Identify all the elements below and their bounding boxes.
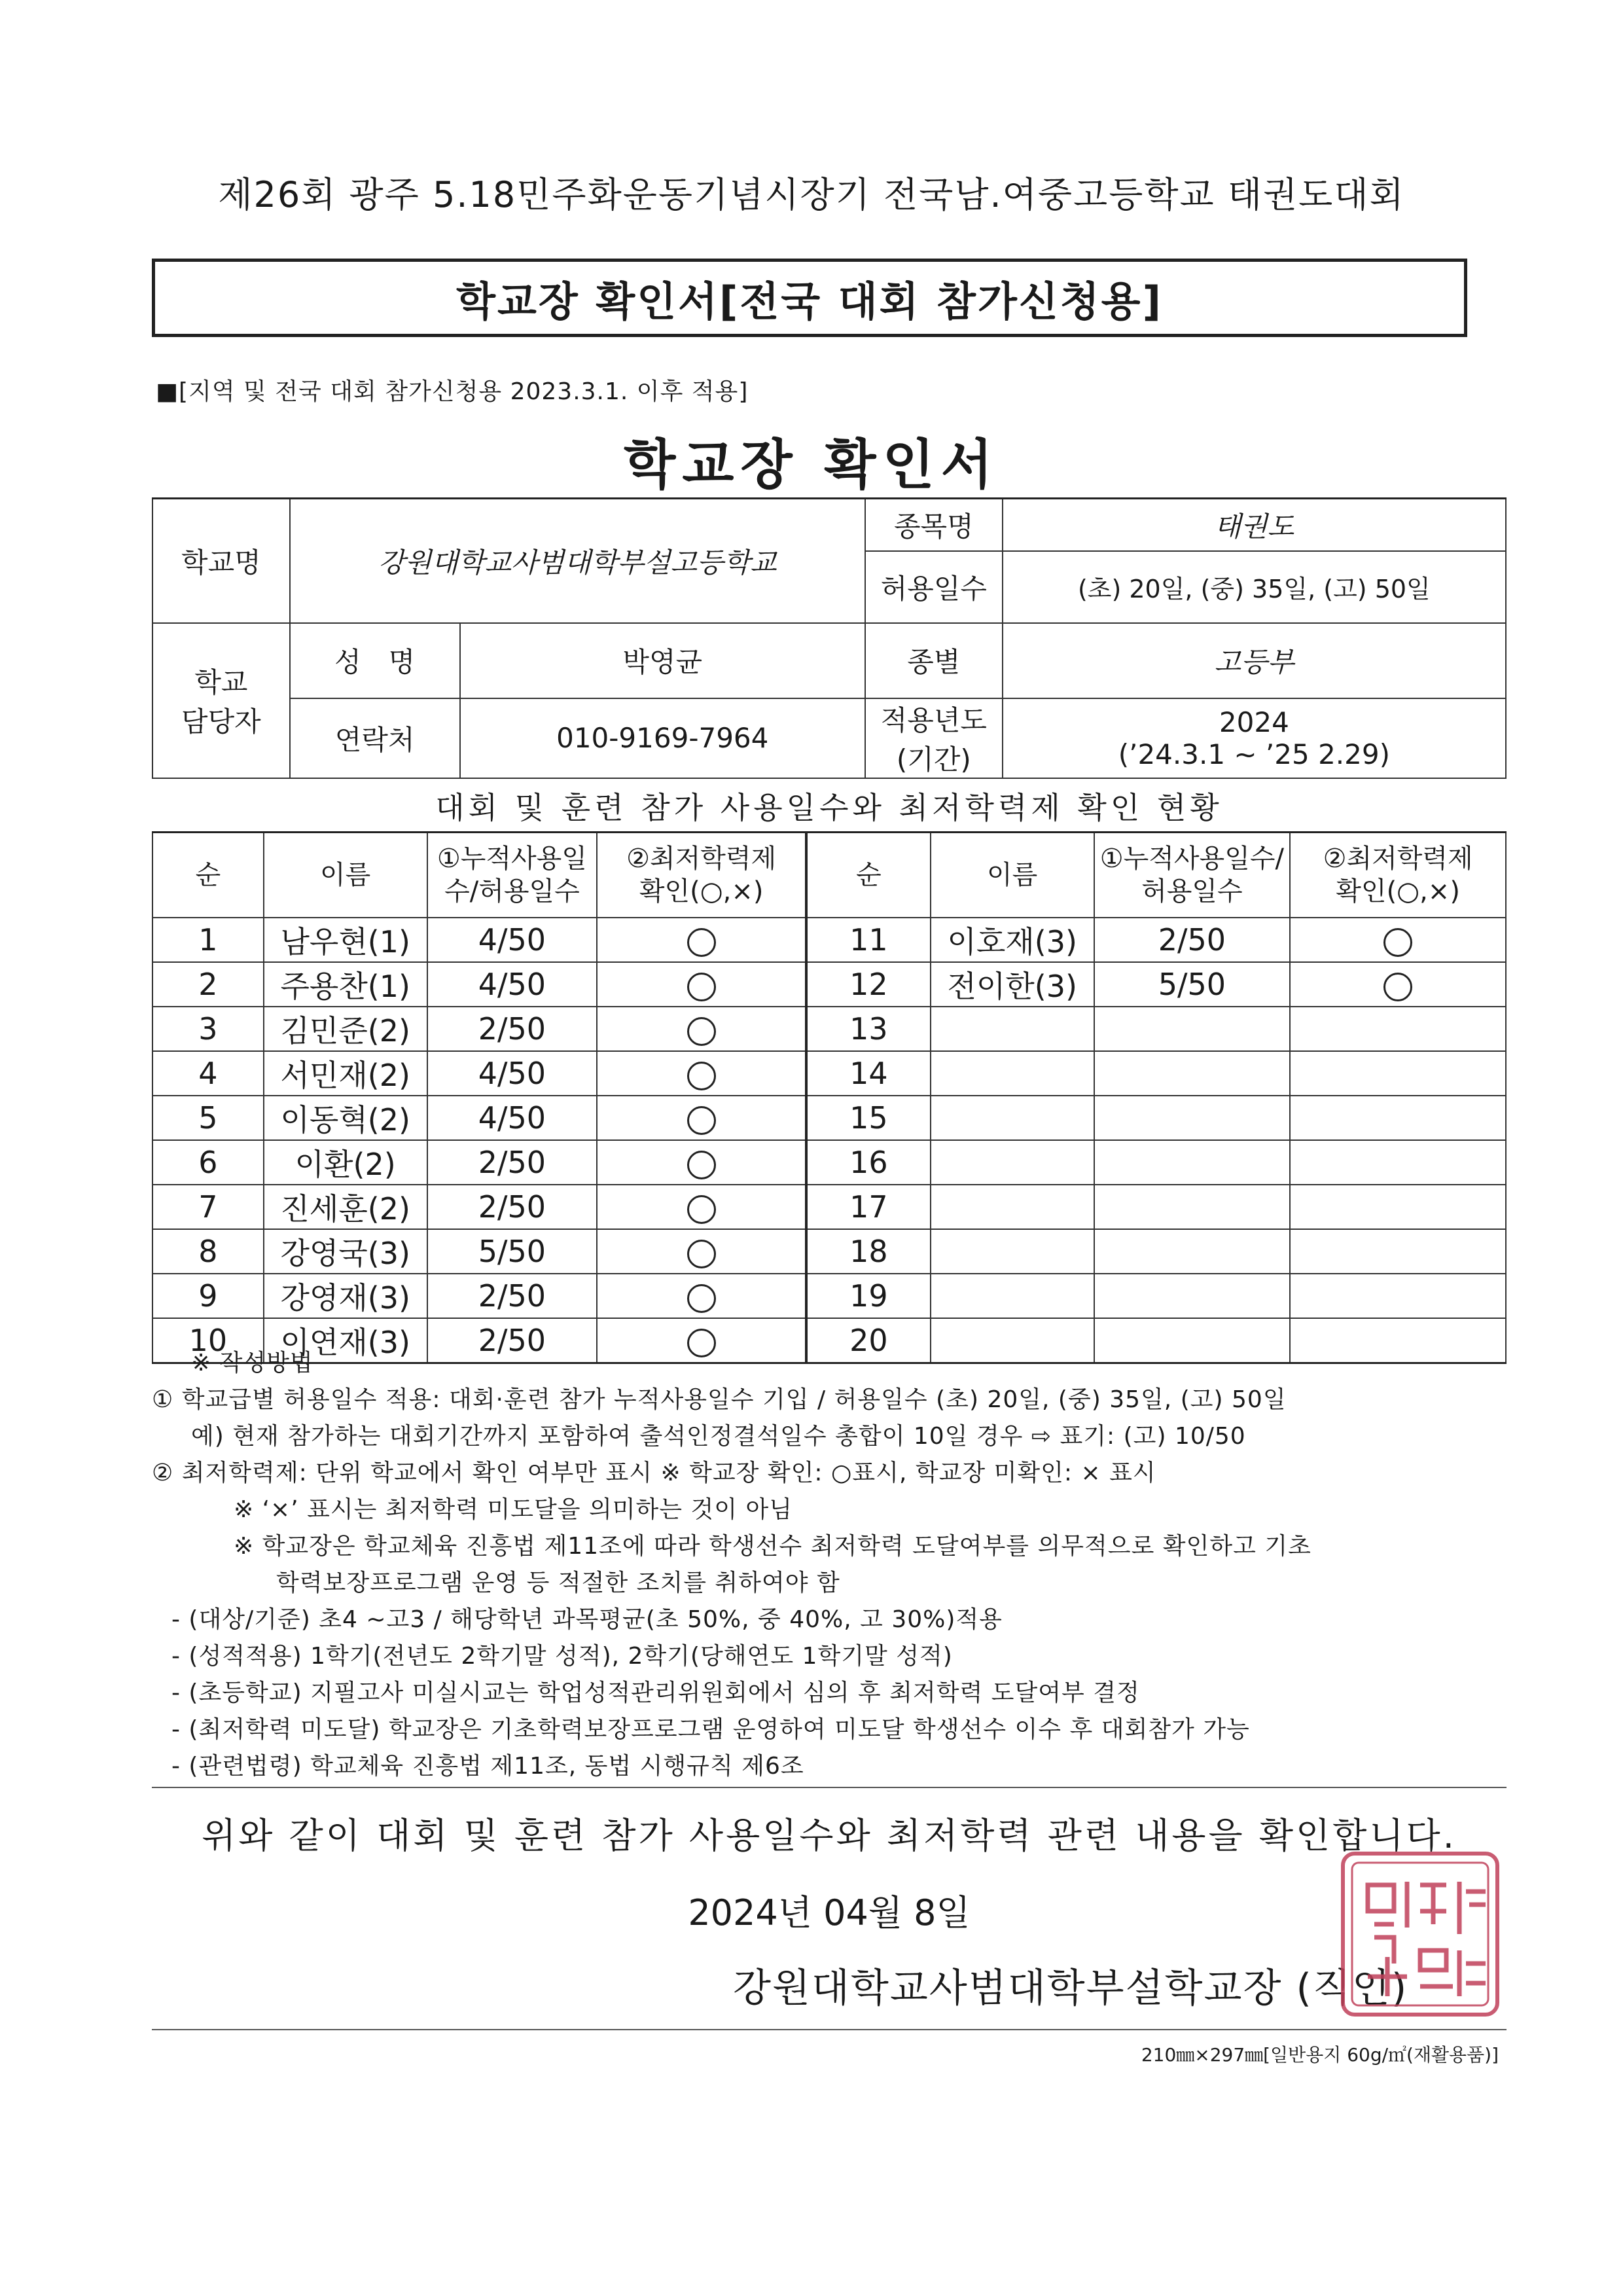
row-number: 14 [806, 1051, 931, 1096]
divider-bottom [152, 2029, 1507, 2030]
header-minimum-right-line1: ②최저학력제 [1323, 844, 1473, 874]
confirmed-circle-icon [1383, 928, 1412, 957]
used-days: 2/50 [427, 1318, 597, 1363]
used-days [1094, 1185, 1291, 1229]
used-days: 5/50 [1094, 962, 1291, 1007]
form-title: 학교장 확인서[전국 대회 참가신청용] [456, 277, 1163, 325]
minimum-check-cell [597, 1096, 806, 1140]
phone-label: 연락처 [290, 698, 460, 778]
table-row [152, 962, 1506, 1007]
used-days [1094, 1274, 1291, 1318]
event-title: 제26회 광주 5.18민주화운동기념시장기 전국남.여중고등학교 태권도대회 [218, 174, 1405, 215]
student-name [931, 1096, 1094, 1140]
confirmed-circle-icon [687, 1062, 716, 1090]
name-value: 박영균 [460, 623, 865, 698]
confirmed-circle-icon [687, 1284, 716, 1313]
confirmed-circle-icon [1383, 973, 1412, 1001]
row-number: 18 [806, 1229, 931, 1274]
contact-label-line1: 학교 [194, 666, 248, 698]
row-number: 4 [152, 1051, 264, 1096]
table-row [152, 1051, 1506, 1096]
year-value: 2024 [1219, 706, 1289, 738]
student-name: 이환(2) [264, 1140, 427, 1185]
allowed-days-value: (초) 20일, (중) 35일, (고) 50일 [1003, 551, 1506, 623]
student-name [931, 1140, 1094, 1185]
student-name: 이동혁(2) [264, 1096, 427, 1140]
used-days: 2/50 [427, 1274, 597, 1318]
student-name: 서민재(2) [264, 1051, 427, 1096]
guide-line: ② 최저학력제: 단위 학교에서 확인 여부만 표시 ※ 학교장 확인: ○표시, 학교장 미확인: × 표시 [152, 1460, 1156, 1486]
used-days: 2/50 [427, 1140, 597, 1185]
year-value-cell [1003, 698, 1506, 778]
contact-label-line2: 담당자 [181, 706, 261, 738]
table-row [152, 1185, 1506, 1229]
student-name: 김민준(2) [264, 1007, 427, 1051]
student-name: 전이한(3) [931, 962, 1094, 1007]
confirmation-statement: 위와 같이 대회 및 훈련 참가 사용일수와 최저학력 관련 내용을 확인합니다. [202, 1815, 1457, 1856]
used-days: 4/50 [427, 1096, 597, 1140]
row-number: 9 [152, 1274, 264, 1318]
sport-label: 종목명 [865, 499, 1003, 551]
header-minimum-left-line2: 확인(○,×) [639, 876, 764, 906]
row-number: 12 [806, 962, 931, 1007]
header-name-left: 이름 [264, 833, 427, 918]
used-days [1094, 1096, 1291, 1140]
divider-top [152, 1787, 1507, 1788]
used-days: 2/50 [427, 1185, 597, 1229]
student-name [931, 1185, 1094, 1229]
guide-line: - (대상/기준) 초4 ~고3 / 해당학년 과목평균(초 50%, 중 40%, 고 30%)적용 [171, 1606, 1003, 1633]
minimum-check-cell [1290, 962, 1506, 1007]
guide-line: ※ 학교장은 학교체육 진흥법 제11조에 따라 학생선수 최저학력 도달여부를 의무적으로 확인하고 기초 [234, 1533, 1311, 1560]
used-days [1094, 1007, 1291, 1051]
header-no-right: 순 [806, 833, 931, 918]
header-no-left: 순 [152, 833, 264, 918]
guide-line: - (관련법령) 학교체육 진흥법 제11조, 동법 시행규칙 제6조 [171, 1753, 804, 1780]
year-label [865, 698, 1003, 778]
row-number: 1 [152, 918, 264, 962]
student-name [931, 1274, 1094, 1318]
table-row [152, 1140, 1506, 1185]
roster-header-row [152, 833, 1506, 918]
form-title-box [152, 259, 1467, 337]
division-label: 종별 [865, 623, 1003, 698]
table-row [152, 1096, 1506, 1140]
row-number: 3 [152, 1007, 264, 1051]
year-label-line1: 적용년도 [880, 704, 987, 736]
official-seal-icon [1335, 1846, 1505, 2022]
table-row [152, 1274, 1506, 1318]
confirmed-circle-icon [687, 973, 716, 1001]
school-name-label: 학교명 [152, 499, 290, 623]
roster-table [152, 831, 1507, 1364]
student-name: 진세훈(2) [264, 1185, 427, 1229]
row-number: 16 [806, 1140, 931, 1185]
header-name-right: 이름 [931, 833, 1094, 918]
guide-line: - (초등학교) 지필고사 미실시교는 학업성적관리위원회에서 심의 후 최저학력 도달여부 결정 [171, 1679, 1140, 1706]
main-title: 학교장 확인서 [624, 434, 999, 496]
header-days-left-line1: ①누적사용일 [437, 844, 587, 874]
used-days: 2/50 [1094, 918, 1291, 962]
row-number: 5 [152, 1096, 264, 1140]
minimum-check-cell [597, 1007, 806, 1051]
name-label: 성 명 [290, 623, 460, 698]
header-days-right [1094, 833, 1291, 918]
minimum-check-cell [1290, 1185, 1506, 1229]
header-minimum-right [1290, 833, 1506, 918]
used-days: 4/50 [427, 918, 597, 962]
row-number: 20 [806, 1318, 931, 1363]
table-row [152, 1007, 1506, 1051]
header-days-left [427, 833, 597, 918]
confirmed-circle-icon [687, 1151, 716, 1179]
student-name [931, 1007, 1094, 1051]
minimum-check-cell [597, 1051, 806, 1096]
row-number: 2 [152, 962, 264, 1007]
student-name: 남우현(1) [264, 918, 427, 962]
row-number: 17 [806, 1185, 931, 1229]
row-number: 10 [152, 1318, 264, 1363]
period-value: (’24.3.1 ~ ’25 2.29) [1118, 738, 1390, 770]
student-name: 강영재(3) [264, 1274, 427, 1318]
row-number: 13 [806, 1007, 931, 1051]
principal-signature-line: 강원대학교사범대학부설학교장 (직인) [733, 1965, 1408, 2011]
guide-heading: ※ 작성방법 [191, 1350, 313, 1376]
row-number: 7 [152, 1185, 264, 1229]
minimum-check-cell [1290, 1229, 1506, 1274]
guide-line: 학력보장프로그램 운영 등 적절한 조치를 취하여야 함 [276, 1570, 840, 1596]
minimum-check-cell [597, 1274, 806, 1318]
allowed-days-label: 허용일수 [865, 551, 1003, 623]
phone-value: 010-9169-7964 [460, 698, 865, 778]
minimum-check-cell [597, 1140, 806, 1185]
guide-line: ① 학교급별 허용일수 적용: 대회·훈련 참가 누적사용일수 기입 / 허용일수 (초) 20일, (중) 35일, (고) 50일 [152, 1386, 1287, 1413]
year-label-line2: (기간) [896, 743, 971, 776]
used-days [1094, 1229, 1291, 1274]
minimum-check-cell [1290, 1007, 1506, 1051]
school-info-table [152, 497, 1507, 779]
minimum-check-cell [1290, 1274, 1506, 1318]
used-days [1094, 1140, 1291, 1185]
guide-line: 예) 현재 참가하는 대회기간까지 포함하여 출석인정결석일수 총합이 10일 경우 ⇨ 표기: (고) 10/50 [191, 1423, 1246, 1450]
school-name-value: 강원대학교사범대학부설고등학교 [290, 499, 865, 623]
guide-line: ※ ‘×’ 표시는 최저학력 미도달을 의미하는 것이 아님 [234, 1496, 793, 1523]
row-number: 6 [152, 1140, 264, 1185]
confirmed-circle-icon [687, 1195, 716, 1224]
student-name [931, 1229, 1094, 1274]
guide-line: - (성적적용) 1학기(전년도 2학기말 성적), 2학기(당해연도 1학기말 성적) [171, 1643, 953, 1670]
minimum-check-cell [1290, 1096, 1506, 1140]
minimum-check-cell [597, 1229, 806, 1274]
header-days-right-line2: 허용일수 [1141, 876, 1243, 906]
minimum-check-cell [1290, 1140, 1506, 1185]
table-row [152, 918, 1506, 962]
table-row [152, 1229, 1506, 1274]
section-heading: 대회 및 훈련 참가 사용일수와 최저학력제 확인 현황 [435, 790, 1223, 825]
row-number: 15 [806, 1096, 931, 1140]
student-name: 주용찬(1) [264, 962, 427, 1007]
apply-note: ■[지역 및 전국 대회 참가신청용 2023.3.1. 이후 적용] [156, 378, 749, 405]
row-number: 8 [152, 1229, 264, 1274]
minimum-check-cell [597, 918, 806, 962]
header-minimum-left-line1: ②최저학력제 [626, 844, 777, 874]
header-minimum-left [597, 833, 806, 918]
minimum-check-cell [1290, 918, 1506, 962]
used-days: 4/50 [427, 1051, 597, 1096]
writing-guide [152, 1345, 1507, 1785]
header-minimum-right-line2: 확인(○,×) [1336, 876, 1460, 906]
row-number: 19 [806, 1274, 931, 1318]
minimum-check-cell [597, 962, 806, 1007]
confirmed-circle-icon [687, 1106, 716, 1135]
sport-value: 태권도 [1003, 499, 1506, 551]
confirmed-circle-icon [687, 928, 716, 957]
used-days [1094, 1051, 1291, 1096]
guide-line: - (최저학력 미도달) 학교장은 기초학력보장프로그램 운영하여 미도달 학생선수 이수 후 대회참가 가능 [171, 1716, 1250, 1743]
confirmed-circle-icon [687, 1017, 716, 1046]
confirmed-circle-icon [687, 1240, 716, 1268]
student-name: 이연재(3) [264, 1318, 427, 1363]
confirmation-date: 2024년 04월 8일 [688, 1892, 971, 1933]
contact-person-label [152, 623, 290, 778]
header-days-right-line1: ①누적사용일수/ [1099, 844, 1284, 874]
minimum-check-cell [1290, 1051, 1506, 1096]
paper-spec: 210㎜×297㎜[일반용지 60g/㎡(재활용품)] [1141, 2044, 1499, 2066]
header-days-left-line2: 수/허용일수 [444, 876, 580, 906]
used-days: 2/50 [427, 1007, 597, 1051]
used-days: 4/50 [427, 962, 597, 1007]
used-days: 5/50 [427, 1229, 597, 1274]
student-name: 이호재(3) [931, 918, 1094, 962]
row-number: 11 [806, 918, 931, 962]
minimum-check-cell [597, 1185, 806, 1229]
student-name [931, 1051, 1094, 1096]
student-name: 강영국(3) [264, 1229, 427, 1274]
division-value: 고등부 [1003, 623, 1506, 698]
